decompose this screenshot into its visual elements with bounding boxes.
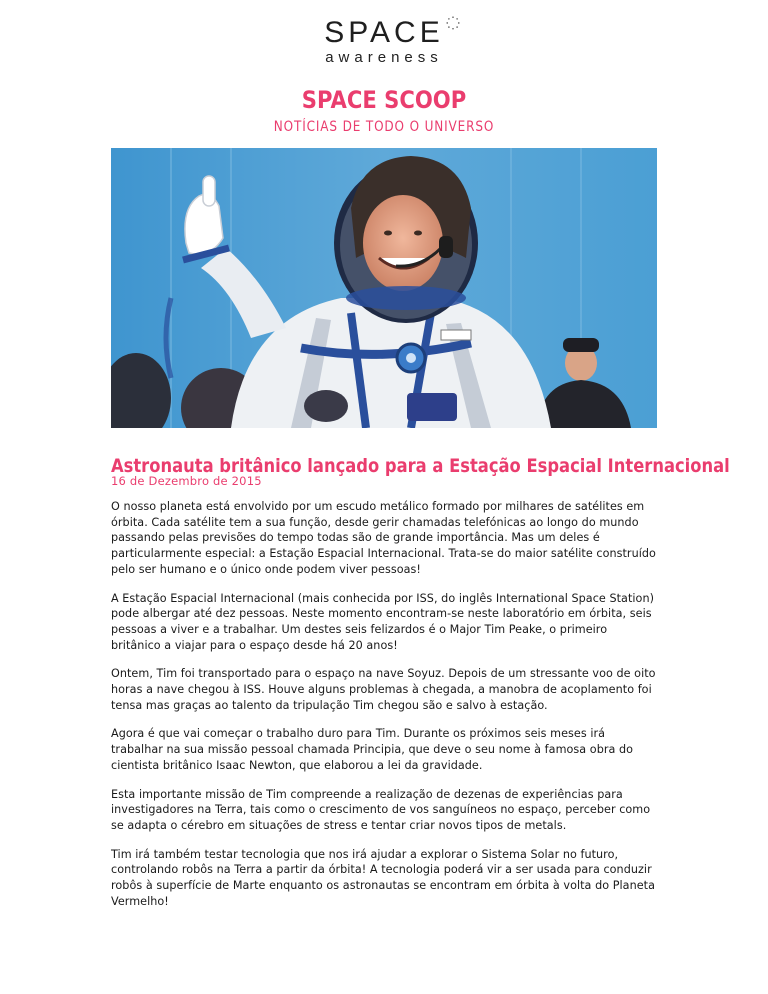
article-date: 16 de Dezembro de 2015 (111, 474, 262, 488)
article-paragraph: A Estação Espacial Internacional (mais conhecida por ISS, do inglês International Space Station) pode albergar até dez pessoas. Neste momento encontram-se neste laboratório em órbita, seis pessoas a viver e a trabalhar. Um destes seis felizardos é o Major Tim Peake, o primeiro britânico a viajar para o espaço desde há 20 anos! (111, 591, 654, 652)
article-paragraph: O nosso planeta está envolvido por um escudo metálico formado por milhares de satélites em órbita. Cada satélite tem a sua função, desde gerir chamadas telefónicas ao longo do mundo passando pelas previsões do tempo todas são de grande importância. Mas um deles é particularmente especial: a Estação Espacial Internacional. Trata-se do maior satélite construído pelo ser humano e o único onde podem viver pessoas! (111, 500, 656, 576)
space-awareness-logo (0, 18, 768, 66)
article-paragraph: Agora é que vai começar o trabalho duro para Tim. Durante os próximos seis meses irá trabalhar na sua missão pessoal chamada Principia, que deve o seu nome à famosa obra do cientista britânico Isaac Newton, que elaborou a lei da gravidade. (111, 727, 634, 772)
page-subtitle: NOTÍCIAS DE TODO O UNIVERSO (273, 119, 495, 135)
star-icon (446, 16, 460, 30)
logo-subtitle: awareness (325, 49, 443, 66)
article-paragraph: Ontem, Tim foi transportado para o espaço na nave Soyuz. Depois de um stressante voo de oito horas a nave chegou à ISS. Houve alguns problemas à chegada, a manobra de acoplamento foi tensa mas graças ao talento da tripulação Tim chegou são e salvo à estação. (111, 667, 656, 712)
astronaut-photo (111, 148, 657, 428)
article-body (111, 499, 657, 922)
logo-wordmark: SPACE (324, 18, 443, 48)
article-paragraph: Tim irá também testar tecnologia que nos irá ajudar a explorar o Sistema Solar no futuro, controlando robôs na Terra a partir da órbita! A tecnologia poderá vir a ser usada para conduzir robôs à superfície de Marte enquanto os astronautas se encontram em órbita à volta do Planeta Vermelho! (111, 847, 655, 908)
article-headline: Astronauta britânico lançado para a Estação Espacial Internacional (111, 455, 730, 477)
page-title: SPACE SCOOP (301, 86, 467, 114)
article-paragraph: Esta importante missão de Tim compreende a realização de dezenas de experiências para investigadores na Terra, tais como o crescimento de vos sanguíneos no espaço, perceber como se adapta o cérebro em situações de stress e tentar criar novos tipos de metals. (111, 787, 651, 832)
astronaut-illustration (111, 148, 657, 428)
